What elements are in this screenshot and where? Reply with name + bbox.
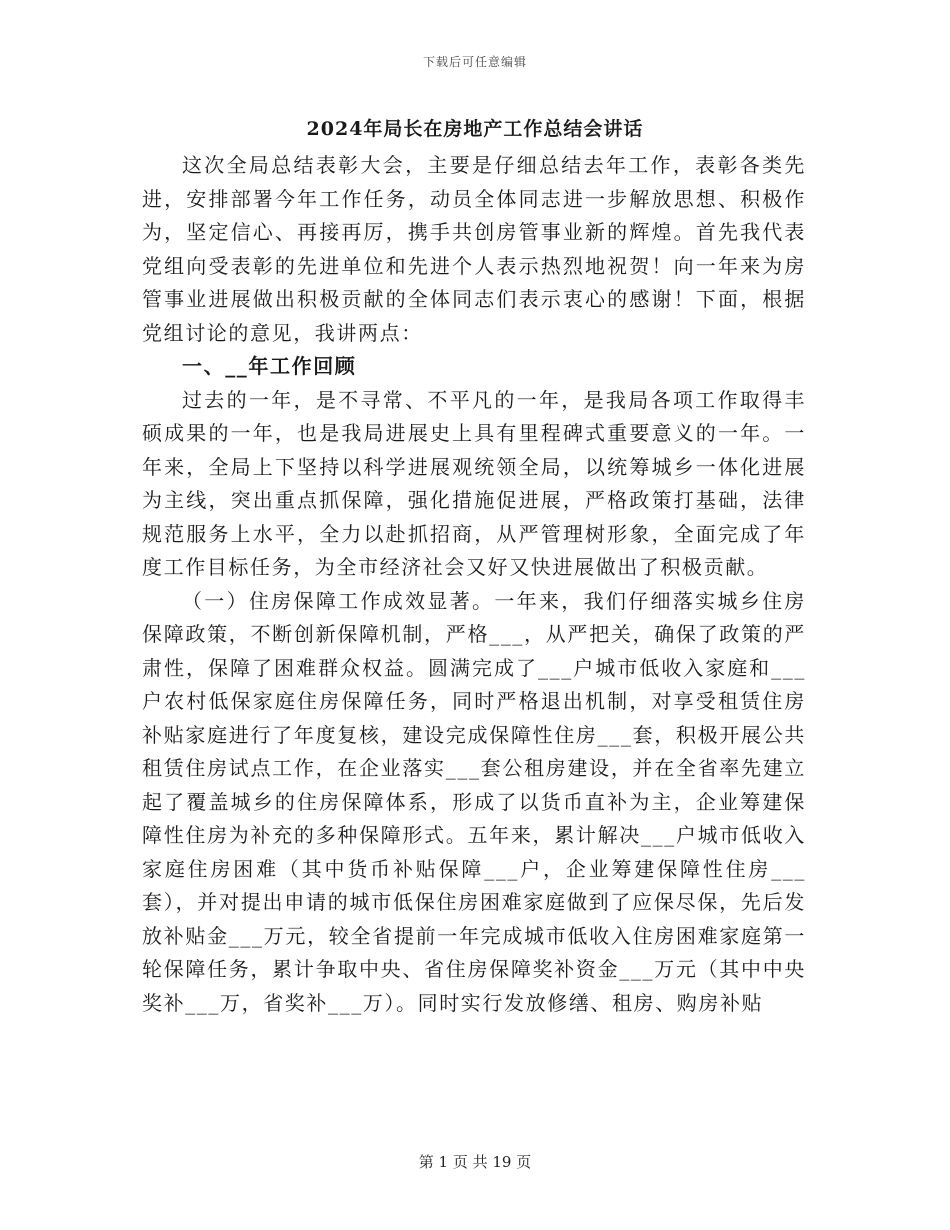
header-note: 下载后可任意编辑 [422, 55, 527, 69]
paragraph-intro: 这次全局总结表彰大会，主要是仔细总结去年工作，表彰各类先进，安排部署今年工作任务，动员全体同志进一步解放思想、积极作为，坚定信心、再接再厉，携手共创房管事业新的辉煌。首先我代表党组向受表彰的先进单位和先进个人表示热烈地祝贺！向一年来为房管事业进展做出积极贡献的全体同志们表示衷心的感谢！下面，根据党组讨论的意见，我讲两点： [142, 153, 806, 345]
document-body [142, 149, 806, 1020]
section-heading: 一、__年工作回顾 [182, 354, 357, 378]
paragraph-review: 过去的一年，是不寻常、不平凡的一年，是我局各项工作取得丰硕成果的一年，也是我局进展史上具有里程碑式重要意义的一年。一年来，全局上下坚持以科学进展观统领全局，以统筹城乡一体化进展为主线，突出重点抓保障，强化措施促进展，严格政策打基础，法律规范服务上水平，全力以赴抓招商，从严管理树形象，全面完成了年度工作目标任务，为全市经济社会又好又快进展做出了积极贡献。 [142, 387, 806, 579]
document-title: 2024年局长在房地产工作总结会讲话 [306, 118, 644, 140]
paragraph-housing-security: （一）住房保障工作成效显著。一年来，我们仔细落实城乡住房保障政策，不断创新保障机制，严格___，从严把关，确保了政策的严肃性，保障了困难群众权益。圆满完成了___户城市低收入家庭和___户农村低保家庭住房保障任务，同时严格退出机制，对享受租赁住房补贴家庭进行了年度复核，建设完成保障性住房___套，积极开展公共租赁住房试点工作，在企业落实___套公租房建设，并在全省率先建立起了覆盖城乡的住房保障体系，形成了以货币直补为主，企业筹建保障性住房为补充的多种保障形式。五年来，累计解决___户城市低收入家庭住房困难（其中货币补贴保障___户，企业筹建保障性住房___套），并对提出申请的城市低保住房困难家庭做到了应保尽保，先后发放补贴金___万元，较全省提前一年完成城市低收入住房困难家庭第一轮保障任务，累计争取中央、省住房保障奖补资金___万元（其中中央奖补___万，省奖补___万）。同时实行发放修缮、租房、购房补贴 [142, 588, 806, 1015]
page-footer: 第 1 页 共 19 页 [418, 1153, 532, 1171]
